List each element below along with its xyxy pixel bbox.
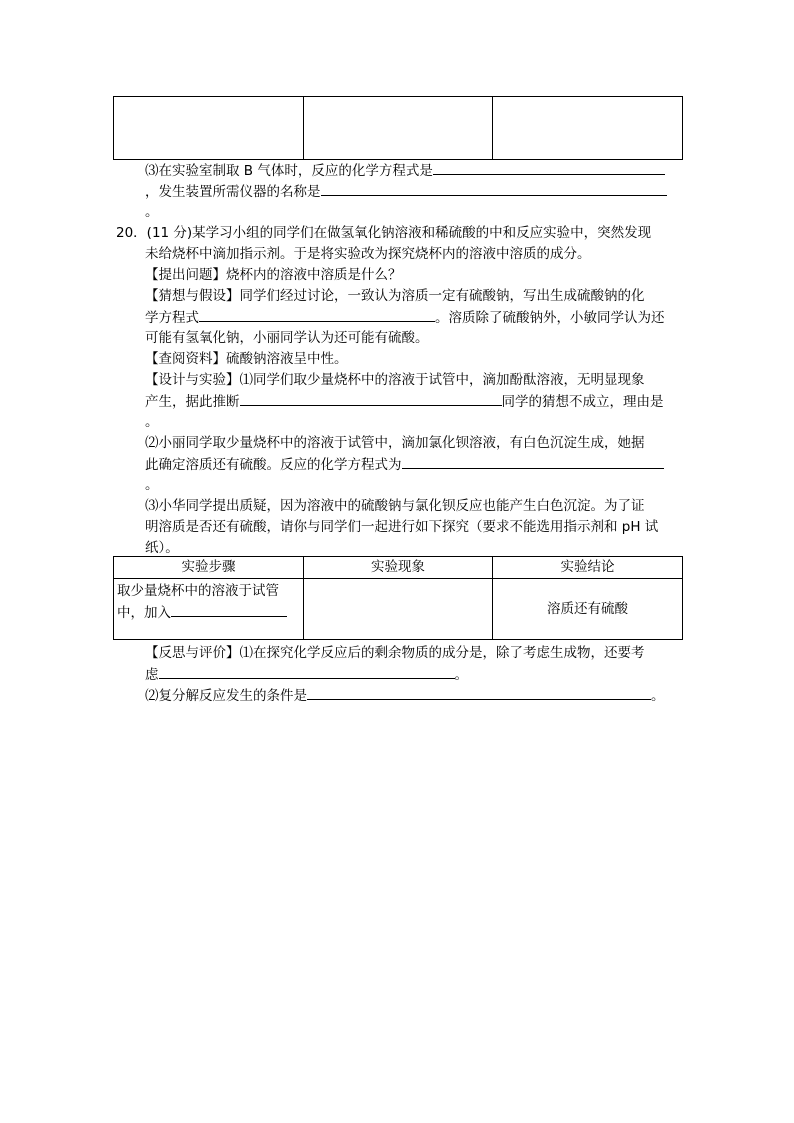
q20-intro-line2: 未给烧杯中滴加指示剂。于是将实验改为探究烧杯内的溶液中溶质的成分。 xyxy=(145,246,591,262)
q20-step3-line1: ⑶小华同学提出质疑，因为溶液中的硫酸钠与氯化钡反应也能产生白色沉淀。为了证 xyxy=(145,498,645,514)
step-line2: 中，加入 xyxy=(117,602,300,624)
q20-reflect-line1: 【反思与评价】⑴在探究化学反应后的剩余物质的成分是，除了考虑生成物，还要考 xyxy=(145,645,645,661)
step-cell xyxy=(114,579,304,640)
reflect-consider-blank[interactable] xyxy=(159,664,455,679)
q20-intro-line1: 20．(11 分)某学习小组的同学们在做氢氧化钠溶液和稀硫酸的中和反应实验中，突然发现 xyxy=(116,225,652,241)
q20-reflect-line2: 虑 。 xyxy=(145,664,468,686)
step2-equation-blank[interactable] xyxy=(402,454,664,469)
design-student-blank[interactable] xyxy=(240,391,502,406)
q20-hypothesis-line3: 可能有氢氧化钠，小丽同学认为还可能有硫酸。 xyxy=(145,330,429,346)
q20-step2-line1: ⑵小丽同学取少量烧杯中的溶液于试管中，滴加氯化钡溶液，有白色沉淀生成，她据 xyxy=(145,435,645,451)
hypothesis-equation-blank[interactable] xyxy=(199,307,435,322)
q20-design-line1: 【设计与实验】⑴同学们取少量烧杯中的溶液于试管中，滴加酚酞溶液，无明显现象 xyxy=(145,372,645,388)
q3-line1: ⑶在实验室制取 B 气体时，反应的化学方程式是 xyxy=(145,160,665,182)
q3-line3: 。 xyxy=(145,204,159,220)
q3-line2: ，发生装置所需仪器的名称是 xyxy=(145,181,667,203)
q20-reflect2-line: ⑵复分解反应发生的条件是 。 xyxy=(145,685,665,707)
top-answer-table xyxy=(113,96,683,160)
experiment-table xyxy=(113,556,683,640)
header-conclusion: 实验结论 xyxy=(493,557,683,579)
q3-equation-blank[interactable] xyxy=(433,160,665,175)
q20-hypothesis-line1: 【猜想与假设】同学们经过讨论，一致认为溶质一定有硫酸钠，写出生成硫酸钠的化 xyxy=(145,288,645,304)
conclusion-cell: 溶质还有硫酸 xyxy=(493,579,683,640)
top-table-cell[interactable] xyxy=(304,97,493,160)
top-table-cell[interactable] xyxy=(114,97,304,160)
top-table-cell[interactable] xyxy=(493,97,683,160)
q20-step3-line3: 纸）。 xyxy=(145,540,179,556)
q20-design-line2: 产生，据此推断 同学的猜想不成立，理由是 xyxy=(145,391,664,413)
q20-step3-line2: 明溶质是否还有硫酸，请你与同学们一起进行如下探究（要求不能选用指示剂和 pH 试 xyxy=(145,519,659,535)
q3-apparatus-blank[interactable] xyxy=(321,181,667,196)
header-step: 实验步骤 xyxy=(114,557,304,579)
q20-design-line3: 。 xyxy=(145,414,159,430)
q20-step2-line3: 。 xyxy=(145,477,159,493)
reagent-blank[interactable] xyxy=(171,602,287,617)
q20-question: 【提出问题】烧杯内的溶液中溶质是什么？ xyxy=(145,267,402,283)
header-phenomenon: 实验现象 xyxy=(304,557,493,579)
q20-step2-line2: 此确定溶质还有硫酸。反应的化学方程式为 xyxy=(145,454,664,476)
phenomenon-cell[interactable] xyxy=(304,579,493,640)
q20-hypothesis-line2: 学方程式 。溶质除了硫酸钠外，小敏同学认为还 xyxy=(145,307,665,329)
step-line1: 取少量烧杯中的溶液于试管 xyxy=(117,583,279,599)
q20-reference: 【查阅资料】硫酸钠溶液呈中性。 xyxy=(145,351,348,367)
reflect-conditions-blank[interactable] xyxy=(307,685,651,700)
